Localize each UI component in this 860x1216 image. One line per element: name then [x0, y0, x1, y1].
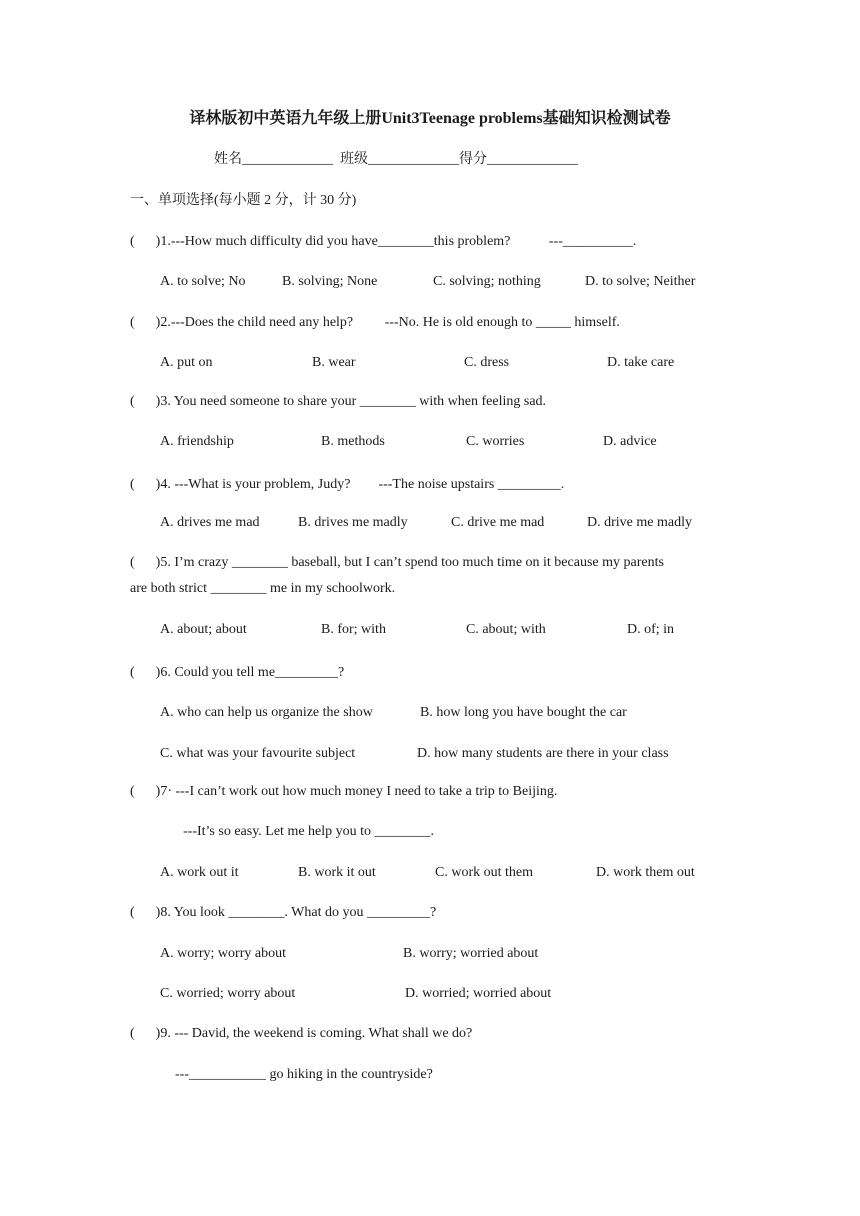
question-9-stem: ( )9. --- David, the weekend is coming. What shall we do?	[130, 1026, 473, 1041]
question-7-option-c: C. work out them	[435, 865, 533, 880]
question-5-option-a: A. about; about	[160, 622, 247, 637]
page-title: 译林版初中英语九年级上册Unit3Teenage problems基础知识检测试卷	[189, 110, 671, 127]
name-label: 姓名	[214, 152, 242, 167]
question-9-stem-continued: ---___________ go hiking in the countryside?	[175, 1067, 433, 1082]
question-2-option-b: B. wear	[312, 355, 356, 370]
name-blank: _____________	[242, 152, 333, 167]
question-2-stem: ( )2.---Does the child need any help? ---No. He is old enough to _____ himself.	[130, 315, 620, 330]
question-7-option-a: A. work out it	[160, 865, 239, 880]
score-label: 得分	[459, 152, 487, 167]
question-6-option-a: A. who can help us organize the show	[160, 705, 373, 720]
class-label: 班级	[340, 152, 368, 167]
question-8-stem: ( )8. You look ________. What do you _________?	[130, 905, 437, 920]
question-1-option-c: C. solving; nothing	[433, 274, 541, 289]
question-4-option-a: A. drives me mad	[160, 515, 260, 530]
class-blank: _____________	[368, 152, 459, 167]
question-1-stem: ( )1.---How much difficulty did you have________this problem? ---__________.	[130, 234, 637, 249]
question-8-option-c: C. worried; worry about	[160, 986, 296, 1001]
question-8-option-a: A. worry; worry about	[160, 946, 286, 961]
question-8-option-d: D. worried; worried about	[405, 986, 552, 1001]
question-6-stem: ( )6. Could you tell me_________?	[130, 665, 345, 680]
question-3-stem: ( )3. You need someone to share your ________ with when feeling sad.	[130, 394, 547, 409]
question-6-option-d: D. how many students are there in your class	[417, 746, 669, 761]
question-7-option-d: D. work them out	[596, 865, 695, 880]
question-3-option-c: C. worries	[466, 434, 525, 449]
student-info-row	[214, 151, 578, 169]
question-6-option-b: B. how long you have bought the car	[420, 705, 627, 720]
question-7-stem: ( )7· ---I can’t work out how much money I need to take a trip to Beijing.	[130, 784, 558, 799]
section-heading: 一、单项选择(每小题 2 分，计 30 分)	[130, 193, 357, 208]
question-7-stem-continued: ---It’s so easy. Let me help you to ________.	[183, 824, 435, 839]
question-2-option-c: C. dress	[464, 355, 510, 370]
question-7-option-b: B. work it out	[298, 865, 376, 880]
question-1-option-b: B. solving; None	[282, 274, 378, 289]
question-5-stem-continued: are both strict ________ me in my schoolwork.	[130, 581, 396, 596]
question-2-option-a: A. put on	[160, 355, 213, 370]
score-blank: _____________	[487, 152, 578, 167]
question-3-option-d: D. advice	[603, 434, 657, 449]
question-4-option-b: B. drives me madly	[298, 515, 408, 530]
question-4-stem: ( )4. ---What is your problem, Judy? ---The noise upstairs _________.	[130, 477, 565, 492]
question-1-option-d: D. to solve; Neither	[585, 274, 696, 289]
question-3-option-b: B. methods	[321, 434, 385, 449]
question-6-option-c: C. what was your favourite subject	[160, 746, 356, 761]
question-4-option-d: D. drive me madly	[587, 515, 692, 530]
question-8-option-b: B. worry; worried about	[403, 946, 539, 961]
question-5-option-b: B. for; with	[321, 622, 386, 637]
question-5-stem: ( )5. I’m crazy ________ baseball, but I can’t spend too much time on it because my parents	[130, 555, 664, 570]
question-4-option-c: C. drive me mad	[451, 515, 545, 530]
question-5-option-c: C. about; with	[466, 622, 546, 637]
question-3-option-a: A. friendship	[160, 434, 234, 449]
question-1-option-a: A. to solve; No	[160, 274, 246, 289]
question-2-option-d: D. take care	[607, 355, 675, 370]
question-5-option-d: D. of; in	[627, 622, 675, 637]
